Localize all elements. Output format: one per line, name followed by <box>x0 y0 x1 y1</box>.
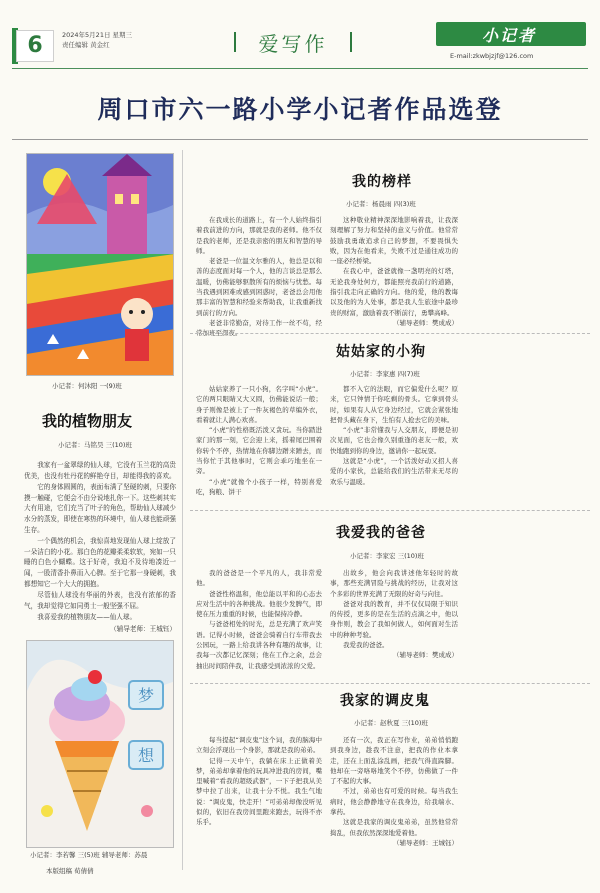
editor-credit: 责任编辑 黄金红 <box>62 41 110 49</box>
article-byline-naughty-brother: 小记者：赵秋夏 三(10)班 <box>354 719 428 727</box>
paragraph: “小虎”的性格既活泼又贪玩。当你踏进家门的那一刻，它会迎上来，摇着尾巴围着你转个不停，热情地在你脚边蹭来蹭去，而当你忙于其他事时，它则会乖巧地坐在一旁。 <box>196 426 322 476</box>
paragraph: 老爸是一位温文尔雅的人，他总是以和善的态度面对每一个人，他的言谈总是那么温暖，仿佛能够驱散所有的烦恼与忧愁。每当我遇到困难或感到困惑时，老爸总会用他那丰富的智慧和经验来帮助我，让我重新找到前行的方向。 <box>196 257 322 317</box>
teacher-credit: （辅导老师：王城钰） <box>110 624 176 633</box>
paragraph: 记得一天中午，我躺在床上正做着美梦，弟弟却拿着他的玩具冲进我的房间，嘴里喊着“看我的超级武器”，一下子把我从美梦中拉了出来，让我十分不悦。我生气地说：“调皮鬼，快走开！”可弟弟却像没听见似的，依旧在我房间里跑来跑去，玩得不亦乐乎。 <box>196 756 322 827</box>
paragraph: 这种敬业精神深深地影响着我，让我深刻理解了努力和坚持的意义与价值。他常常鼓励我勇敢追求自己的梦想，不要畏惧失败，因为在他看来，失败不过是通往成功的一座必经桥梁。 <box>330 216 458 266</box>
article-title-love-dad: 我爱我的爸爸 <box>336 525 426 541</box>
column-divider <box>182 150 183 870</box>
page-title: 周口市六一路小学小记者作品选登 <box>97 95 503 124</box>
paragraph: 在我成长的道路上，有一个人始终指引着我前进的方向，那就是我的老师。他不仅是我的老师，还是我亲密的朋友和智慧的导师。 <box>196 216 322 255</box>
child-painting-icecream <box>26 640 174 848</box>
text-column <box>196 215 322 339</box>
paragraph: 姑姑家养了一只小狗，名字叫“小虎”。它的两只眼睛又大又圆，仿佛能说话一般；身子则像是被上了一件灰褐色的草编外衣，看着就让人满心欢喜。 <box>196 385 322 424</box>
paragraph: 我家有一盆翠绿的仙人球，它没有玉兰花的高贵优美，也没有牡丹花的鲜艳夺目，却能得我的喜欢。 <box>24 461 176 480</box>
article-byline-role-model: 小记者：杨晨雨 四(3)班 <box>346 200 416 208</box>
paragraph: 我爱我的爸爸。 <box>343 641 389 650</box>
paragraph: 每当提起“调皮鬼”这个词，我的脑海中立刻会浮现出一个身影，那就是我的弟弟。 <box>196 736 322 755</box>
paragraph: 爸爸对我的教育，并不仅仅局限于知识的传授，更多的是在生活的点滴之中，他以身作则，教会了我如何做人，如何面对生活中的种种考验。 <box>330 599 458 639</box>
castle-painting-art <box>27 154 174 376</box>
page-header <box>0 0 600 78</box>
article-body-naughty-brother <box>196 735 458 848</box>
article-body-aunt-dog <box>196 384 458 497</box>
paragraph: 一个偶然的机会，我惊喜地发现仙人球上绽放了一朵洁白的小花。那白色的花瓣柔柔软软，宛如一只睡的白色小蝴蝶。这于好奇，我迫不及待地凑近一闻，一股清香扑鼻而入心脾。至于它那一身硬刺，我都想知它一个大大的拥抱。 <box>24 537 176 588</box>
brand-name: 小记者 <box>482 26 537 45</box>
article-divider <box>190 683 590 684</box>
paragraph: 都不入它的法眼，而它偏爱什么呢？原来，它只钟情于你吃剩的骨头。它拿到骨头时，如果有人从它身边经过，它就会紧张地把骨头藏在身下，生怕有人抢去它的美味。 <box>330 385 458 424</box>
article-body-role-model <box>196 215 458 339</box>
article-divider <box>190 510 590 511</box>
painting2-caption: 小记者：李若馨 三(5)班 辅导老师：苏晨 <box>30 851 148 859</box>
paragraph: “小虎”非常懂我与人交朋友，即便是初次见面，它也会像久别重逢的老友一般，欢快地跑到你的身边，邀请你一起玩耍。 <box>330 426 458 455</box>
paragraph: 爸爸性格温和，他总能以平和的心态去应对生活中的各种挑战。他很少发脾气，即使在压力重重的时候，也能保持冷静。 <box>196 589 322 619</box>
text-column <box>196 384 322 497</box>
paragraph: 这就是我家的调皮鬼弟弟，虽然他常常捣乱，但我依然深深地爱着他。 <box>330 818 458 837</box>
article-title-role-model: 我的榜样 <box>352 174 412 190</box>
brand-banner <box>436 22 586 46</box>
article-body-plant-friend <box>24 460 176 636</box>
teacher-credit: （辅导老师：樊成成） <box>393 318 458 327</box>
paragraph: 不过，弟弟也有可爱的时候。每当我生病时，他会静静地守在我身边，给我端水、拿药。 <box>330 787 458 817</box>
text-column <box>330 215 458 339</box>
text-column <box>330 384 458 497</box>
paragraph: “小虎”就像个小孩子一样，特别喜爱吃，狗粮、饼干 <box>196 477 322 496</box>
paragraph: 老爸非常勤奋，对待工作一丝不苟，经常加班至深夜。 <box>196 318 322 338</box>
article-title-plant-friend: 我的植物朋友 <box>42 412 133 430</box>
section-name: 爱写作 <box>214 28 372 57</box>
page-number: 6 <box>16 30 54 62</box>
paragraph: 我的爸爸是一个平凡的人，我非常爱他。 <box>196 569 322 588</box>
text-column <box>330 735 458 848</box>
teacher-credit: （辅导老师：樊成成） <box>393 651 458 660</box>
issue-date: 2024年5月21日 星期三 <box>62 31 133 39</box>
paragraph: 它的身体圆圆的，表面布满了坚硬的刺，只要你摸一触碰，它便会不由分说地扎你一下。这些刺其实大有用途，它们充当了叶子的角色，帮助仙人球减少水分的蒸发，即使在寒热的环境中，仙人球也能顽强生存。 <box>24 483 176 534</box>
article-divider <box>190 333 590 334</box>
article-title-aunt-dog: 姑姑家的小狗 <box>336 344 426 360</box>
header-rule <box>12 68 588 69</box>
text-column <box>196 568 322 671</box>
paragraph: 在我心中，爸爸就像一盏明亮的灯塔，无论我身处何方，都能照亮我前行的道路，指引我走向正确的方向。他的爱，他的教诲以及他的为人处事，都是我人生旅途中最珍贵的财富，激励着我不断前行，勇攀高峰。 <box>330 267 458 317</box>
text-column <box>196 735 322 848</box>
icecream-painting-art <box>27 641 174 848</box>
page-footer-credit: 本版组稿 荀倩倩 <box>46 867 94 875</box>
article-title-naughty-brother: 我家的调皮鬼 <box>340 693 430 709</box>
title-rule <box>12 139 588 140</box>
painting-word-2: 想 <box>137 746 155 765</box>
article-byline-love-dad: 小记者：李家宏 三(10)班 <box>350 552 424 560</box>
paragraph: 尽管仙人球没有华丽的外表，也没有浓郁的香气，我却觉得它如同勇士一般坚强不屈。 <box>24 591 176 610</box>
paragraph: 与爸爸相处的时光，总是充满了欢声笑语。记得小时候，爸爸会骑着自行车带我去公园玩，一路上给我讲各种有趣的故事，让我每一次都记忆深刻；他在工作之余，总会抽出时间陪伴我，让我感受到浓浓的父爱。 <box>196 620 322 670</box>
article-byline-plant-friend: 小记者：马铭昊 三(10)班 <box>58 441 132 449</box>
paragraph: 我喜爱我的植物朋友——仙人球。 <box>37 613 137 622</box>
paragraph: 出故乡，他会向我讲述他年轻时的故事，那些充满冒险与挑战的经历，让我对这个多彩的世界充满了无限的好奇与向往。 <box>330 569 458 598</box>
paragraph: 还有一次，我正在写作业，弟弟悄悄跑到我身边，趁我不注意，把我的作业本拿走，还在上面乱涂乱画，把我气得直跺脚。他却在一旁咯咯地笑个不停，仿佛做了一件了不起的大事。 <box>330 736 458 786</box>
paragraph: 这就是“小虎”，一个活泼好动又招人喜爱的小家伙，总能给我们的生活带来无尽的欢乐与温暖。 <box>330 457 458 486</box>
article-byline-aunt-dog: 小记者：李家惠 四(7)班 <box>350 370 420 378</box>
contact-email: E-mail:zkwbjzjf@126.com <box>450 52 534 60</box>
teacher-credit: （辅导老师：王城钰） <box>393 838 458 847</box>
text-column <box>330 568 458 671</box>
child-painting-castle <box>26 153 174 376</box>
article-body-love-dad <box>196 568 458 671</box>
painting-word-1: 梦 <box>137 686 155 705</box>
painting1-caption: 小记者：何沐阳 一(9)班 <box>52 382 122 390</box>
